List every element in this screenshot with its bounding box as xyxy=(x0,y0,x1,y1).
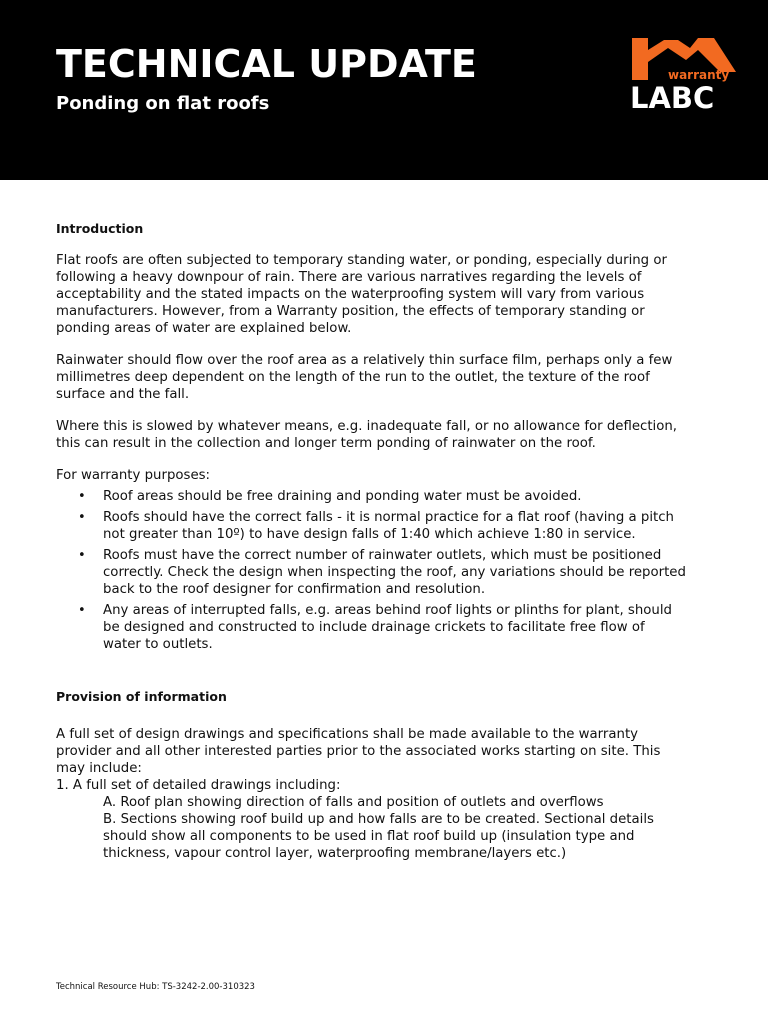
document-title: TECHNICAL UPDATE xyxy=(56,42,477,86)
intro-paragraph-4: For warranty purposes: xyxy=(56,468,211,483)
list-item: • Roofs must have the correct number of rainwater outlets, which must be positioned correctly. Check the design when inspecting the roof, any variations should be reported back to the roof designer for confirmation and resolution. xyxy=(78,548,686,597)
bullet-icon: • xyxy=(78,510,86,525)
provision-heading: Provision of information xyxy=(56,689,227,704)
list-item: • Roofs should have the correct falls - it is normal practice for a flat roof (having a pitch not greater than 10º) to have design falls of 1:40 which achieve 1:80 in service. xyxy=(78,510,674,542)
numbered-item-1: 1. A full set of detailed drawings including: xyxy=(56,778,341,793)
logo-brand-text: LABC xyxy=(630,81,715,115)
labc-warranty-logo xyxy=(628,34,740,114)
sub-item-a: A. Roof plan showing direction of falls and position of outlets and overflows xyxy=(103,795,604,810)
document-subtitle: Ponding on flat roofs xyxy=(56,93,270,114)
provision-paragraph: A full set of design drawings and specifications shall be made available to the warranty provider and all other interested parties prior to the associated works starting on site. This may include: xyxy=(56,727,661,776)
list-item: • Any areas of interrupted falls, e.g. areas behind roof lights or plinths for plant, should be designed and constructed to include drainage crickets to facilitate free flow of water to outlets. xyxy=(78,603,672,652)
bullet-icon: • xyxy=(78,548,86,563)
intro-paragraph-3: Where this is slowed by whatever means, e.g. inadequate fall, or no allowance for deflection, this can result in the collection and longer term ponding of rainwater on the roof. xyxy=(56,419,678,451)
logo-warranty-text: warranty xyxy=(668,68,730,82)
document-body xyxy=(56,220,686,862)
bullet-icon: • xyxy=(78,489,86,504)
warranty-purposes-list xyxy=(56,488,686,653)
list-item: • Roof areas should be free draining and ponding water must be avoided. xyxy=(78,489,582,504)
intro-paragraph-2: Rainwater should flow over the roof area as a relatively thin surface film, perhaps only a few millimetres deep dependent on the length of the run to the outlet, the texture of the roof surface and the fall. xyxy=(56,353,673,402)
footer-reference: Technical Resource Hub: TS-3242-2.00-310323 xyxy=(56,982,255,992)
header-banner xyxy=(0,0,768,180)
sub-item-b: B. Sections showing roof build up and how falls are to be created. Sectional details should show all components to be used in flat roof build up (insulation type and thickness, vapour control layer, waterproofing membrane/layers etc.) xyxy=(103,812,654,861)
bullet-icon: • xyxy=(78,603,86,618)
introduction-heading: Introduction xyxy=(56,221,144,236)
intro-paragraph-1: Flat roofs are often subjected to temporary standing water, or ponding, especially during or following a heavy downpour of rain. There are various narratives regarding the levels of acceptability and the stated impacts on the waterproofing system will vary from various manufacturers. However, from a Warranty position, the effects of temporary standing or ponding areas of water are explained below. xyxy=(56,253,667,336)
